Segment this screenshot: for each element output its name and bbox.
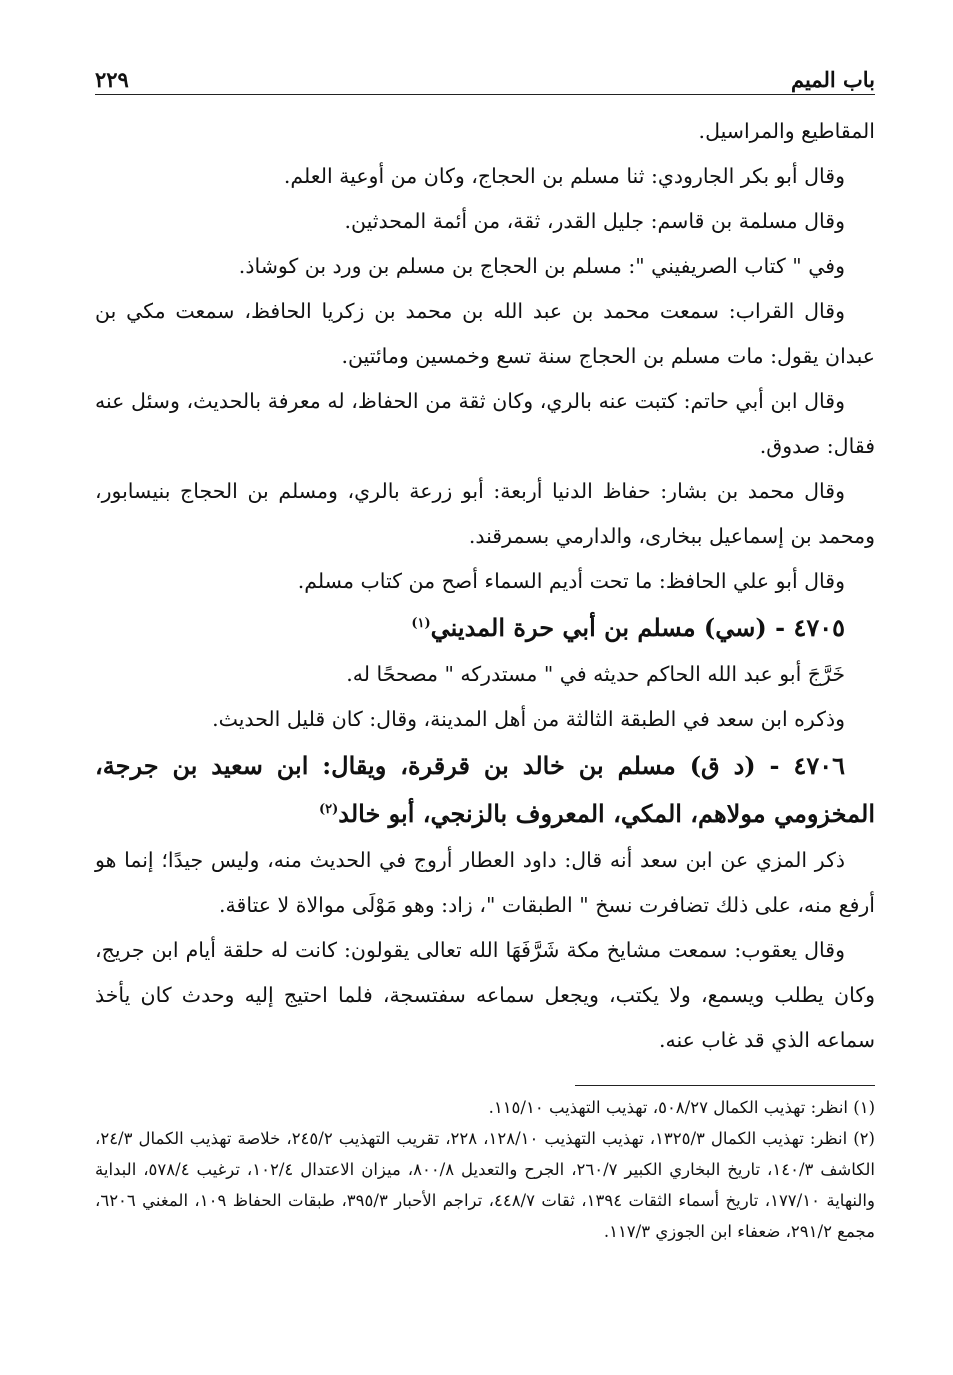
page-number: ٢٢٩ <box>95 67 129 92</box>
footnote: (٢) انظر: تهذيب الكمال ١٣٢٥/٣، تهذيب التهذيب ١٢٨/١٠، ٢٢٨، تقريب التهذيب ٢٤٥/٢، خلاصة تهذيب الكمال ٢٤/٣، الكاشف ١٤٠/٣، تاريخ البخاري الكبير ٢٦٠/٧، الجرح والتعديل ٨٠٠/٨، ميزان الاعتدال ١٠٢/٤، ترغيب ٥٧٨/٤، البداية والنهاية ١٧٧/١٠، تاريخ أسماء الثقات ١٣٩٤، ثقات ٤٤٨/٧، تراجم الأحبار ٣٩٥/٣، طبقات الحفاظ ١٠٩، المغني ٦٢٠٦، مجمع ٢٩١/٢، ضعفاء ابن الجوزي ١١٧/٣. <box>95 1129 875 1241</box>
paragraph: ذكر المزي عن ابن سعد أنه قال: داود العطار أروج في الحديث منه، وليس جيدًا؛ إنما هو أرفع منه، على ذلك تضافرت نسخ " الطبقات "، زاد: وهو مَوْلَى موالاة لا عتاقة. <box>95 848 875 917</box>
paragraph: وقال أبو بكر الجارودي: ثنا مسلم بن الحجاج، وكان من أوعية العلم. <box>283 164 845 188</box>
paragraph: وفي " كتاب الصريفيني ": مسلم بن الحجاج بن مسلم بن ورد بن كوشاذ. <box>238 254 845 278</box>
paragraph: وقال يعقوب: سمعت مشايخ مكة شَرَّفَهَا الله تعالى يقولون: كانت له حلقة أيام ابن جريج، وكان يطلب ويسمع، ولا يكتب، ويجعل سماعه سفتسجة، فلما احتيج إليه وحدث كان يأخذ سماعه الذي قد غاب عنه. <box>95 938 875 1052</box>
entry-heading-text: ٤٧٠٥ - (سي) مسلم بن أبي حرة المديني <box>430 613 845 642</box>
paragraph: وذكره ابن سعد في الطبقة الثالثة من أهل المدينة، وقال: كان قليل الحديث. <box>212 707 845 731</box>
footnotes <box>95 1092 875 1247</box>
footnote: (١) انظر: تهذيب الكمال ٥٠٨/٢٧، تهذيب التهذيب ١١٥/١٠. <box>488 1098 875 1117</box>
chapter-title: باب الميم <box>790 67 875 92</box>
footnote-marker: (١) <box>411 616 431 631</box>
entry-heading <box>95 742 875 838</box>
paragraph: وقال محمد بن بشار: حفاظ الدنيا أربعة: أبو زرعة بالري، ومسلم بن الحجاج بنيسابور، ومحمد بن إسماعيل ببخارى، والدارمي بسمرقند. <box>95 479 875 548</box>
footnote-marker: (٢) <box>318 802 339 817</box>
paragraph: وقال ابن أبي حاتم: كتبت عنه بالري، وكان ثقة من الحفاظ، له معرفة بالحديث، وسئل عنه فقال: صدوق. <box>95 389 875 458</box>
running-head <box>95 58 875 95</box>
paragraph: وقال أبو علي الحافظ: ما تحت أديم السماء أصح من كتاب مسلم. <box>297 569 845 593</box>
book-page <box>95 58 875 1247</box>
footnote-divider <box>575 1085 875 1086</box>
paragraph: خَرَّجَ أبو عبد الله الحاكم حديثه في " مستدركه " مصححًا له. <box>346 662 845 686</box>
entry-heading <box>95 604 875 652</box>
entry-heading-text: ٤٧٠٦ - (د ق) مسلم بن خالد بن قرقرة، ويقال: ابن سعيد بن جرجة، المخزومي مولاهم، المكي، المعروف بالزنجي، أبو خالد <box>95 751 875 828</box>
main-text <box>95 109 875 1063</box>
paragraph: وقال مسلمة بن قاسم: جليل القدر، ثقة، من أئمة المحدثين. <box>344 209 845 233</box>
paragraph: المقاطيع والمراسيل. <box>698 119 875 143</box>
paragraph: وقال القراب: سمعت محمد بن عبد الله بن محمد بن زكريا الحافظ، سمعت مكي بن عبدان يقول: مات مسلم بن الحجاج سنة تسع وخمسين ومائتين. <box>95 299 875 368</box>
